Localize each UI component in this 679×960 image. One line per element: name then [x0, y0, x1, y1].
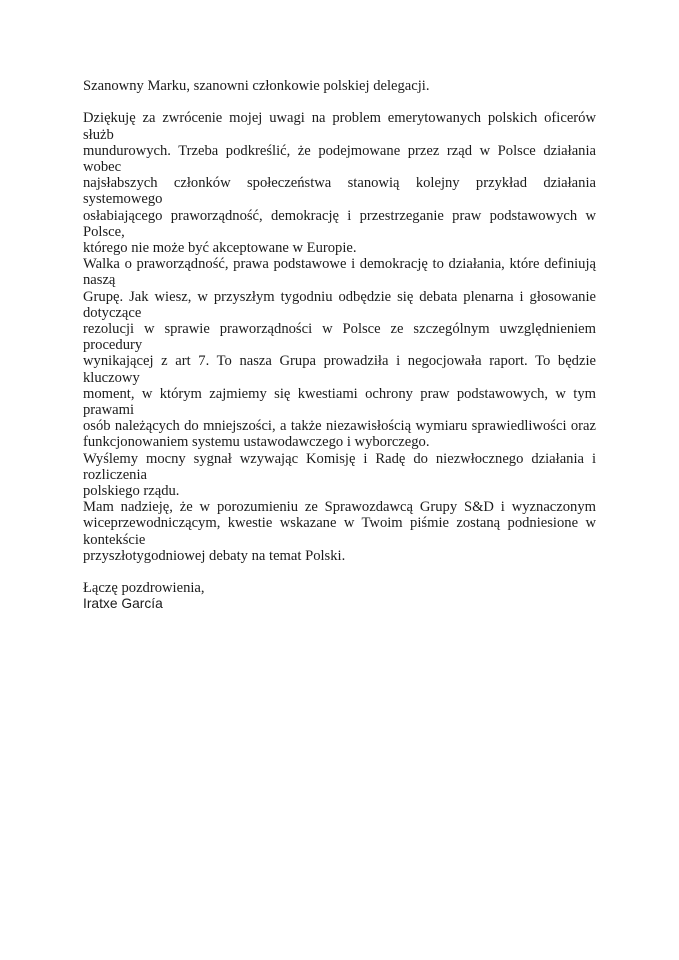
letter-line: moment, w którym zajmiemy się kwestiami ochrony praw podstawowych, w tym prawami [83, 385, 596, 419]
letter-line: którego nie może być akceptowane w Europie. [83, 240, 357, 257]
blank-line [83, 564, 596, 580]
letter-text-block [83, 78, 596, 613]
paragraph [83, 110, 596, 256]
letter-greeting: Szanowny Marku, szanowni członkowie polskiej delegacji. [83, 78, 430, 94]
letter-closing: Łączę pozdrowienia, [83, 580, 205, 597]
letter-line: Dziękuję za zwrócenie mojej uwagi na problem emerytowanych polskich oficerów służb [83, 110, 596, 143]
paragraph [83, 451, 596, 500]
letter-signature: Iratxe García [83, 596, 163, 612]
letter-line: Mam nadzieję, że w porozumieniu ze Sprawozdawcą Grupy S&D i wyznaczonym [83, 499, 596, 516]
letter-line: polskiego rządu. [83, 483, 180, 500]
letter-line: Walka o praworządność, prawa podstawowe i demokrację to działania, które definiują naszą [83, 256, 596, 289]
letter-line: wynikającej z art 7. To nasza Grupa prowadziła i negocjowała raport. To będzie kluczowy [83, 353, 596, 386]
letter-line: przyszłotygodniowej debaty na temat Polski. [83, 547, 346, 564]
letter-line: Wyślemy mocny sygnał wzywając Komisję i Radę do niezwłocznego działania i rozliczenia [83, 450, 596, 483]
letter-line: funkcjonowaniem systemu ustawodawczego i wyborczego. [83, 434, 430, 451]
paragraph [83, 256, 596, 450]
letter-line: rezolucji w sprawie praworządności w Polsce ze szczególnym uwzględnieniem procedury [83, 321, 596, 354]
paragraph [83, 499, 596, 564]
letter-body [83, 110, 596, 564]
letter-line: wiceprzewodniczącym, kwestie wskazane w Twoim piśmie zostaną podniesione w kontekście [83, 515, 596, 548]
letter-line: najsłabszych członków społeczeństwa stanowią kolejny przykład działania systemowego [83, 175, 596, 208]
letter-line: osób należących do mniejszości, a także niezawisłością wymiaru sprawiedliwości oraz [83, 418, 596, 435]
blank-line [83, 94, 596, 110]
letter-line: osłabiającego praworządność, demokrację i przestrzeganie praw podstawowych w Polsce, [83, 207, 596, 240]
letter-line: mundurowych. Trzeba podkreślić, że podejmowane przez rząd w Polsce działania wobec [83, 142, 596, 175]
letter-line: Grupę. Jak wiesz, w przyszłym tygodniu odbędzie się debata plenarna i głosowanie dotyczące [83, 288, 596, 321]
